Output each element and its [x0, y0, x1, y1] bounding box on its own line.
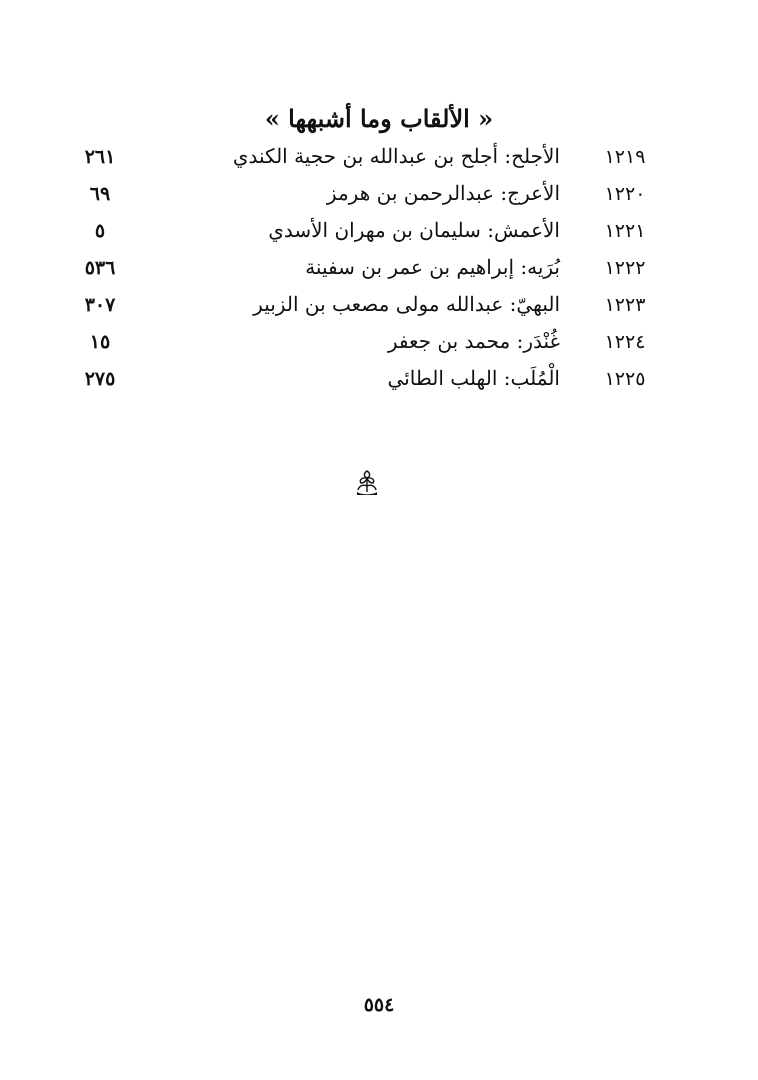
index-entry: [60, 214, 660, 251]
entry-name: غُنْدَر: محمد بن جعفر: [387, 329, 560, 353]
entry-name: الْمُلَب: الهلب الطائي: [387, 366, 560, 390]
index-entry: [60, 251, 660, 288]
entry-page-ref: ٢٦١: [84, 146, 116, 168]
entry-name: الأعمش: سليمان بن مهران الأسدي: [268, 218, 560, 242]
entry-page-ref: ٣٠٧: [84, 294, 116, 316]
entry-number: ١٢٢٠: [604, 183, 646, 205]
page-number: ٥٥٤: [363, 994, 395, 1016]
entry-number: ١٢٢٥: [604, 368, 646, 390]
entry-name: بُرَيه: إبراهيم بن عمر بن سفينة: [305, 255, 560, 279]
index-entry: [60, 177, 660, 214]
entry-name: الأعرج: عبدالرحمن بن هرمز: [326, 181, 560, 205]
floral-ornament-icon: [354, 468, 380, 498]
entry-name: البهيّ: عبدالله مولى مصعب بن الزبير: [253, 292, 560, 316]
entry-page-ref: ٢٧٥: [84, 368, 116, 390]
index-entry: [60, 325, 660, 362]
entry-page-ref: ٥: [94, 220, 106, 242]
entry-number: ١٢٢٣: [604, 294, 646, 316]
section-heading: « الألقاب وما أشبهها »: [264, 104, 494, 133]
index-entry: [60, 362, 660, 399]
entry-page-ref: ١٥: [89, 331, 111, 353]
entry-number: ١٢١٩: [604, 146, 646, 168]
index-entry: [60, 288, 660, 325]
entry-page-ref: ٥٣٦: [84, 257, 116, 279]
index-entry: [60, 140, 660, 177]
entry-number: ١٢٢٢: [604, 257, 646, 279]
entry-page-ref: ٦٩: [89, 183, 111, 205]
entry-number: ١٢٢٤: [604, 331, 646, 353]
entry-number: ١٢٢١: [604, 220, 646, 242]
entry-name: الأجلح: أجلح بن عبدالله بن حجية الكندي: [232, 144, 560, 168]
index-list: [60, 140, 660, 399]
